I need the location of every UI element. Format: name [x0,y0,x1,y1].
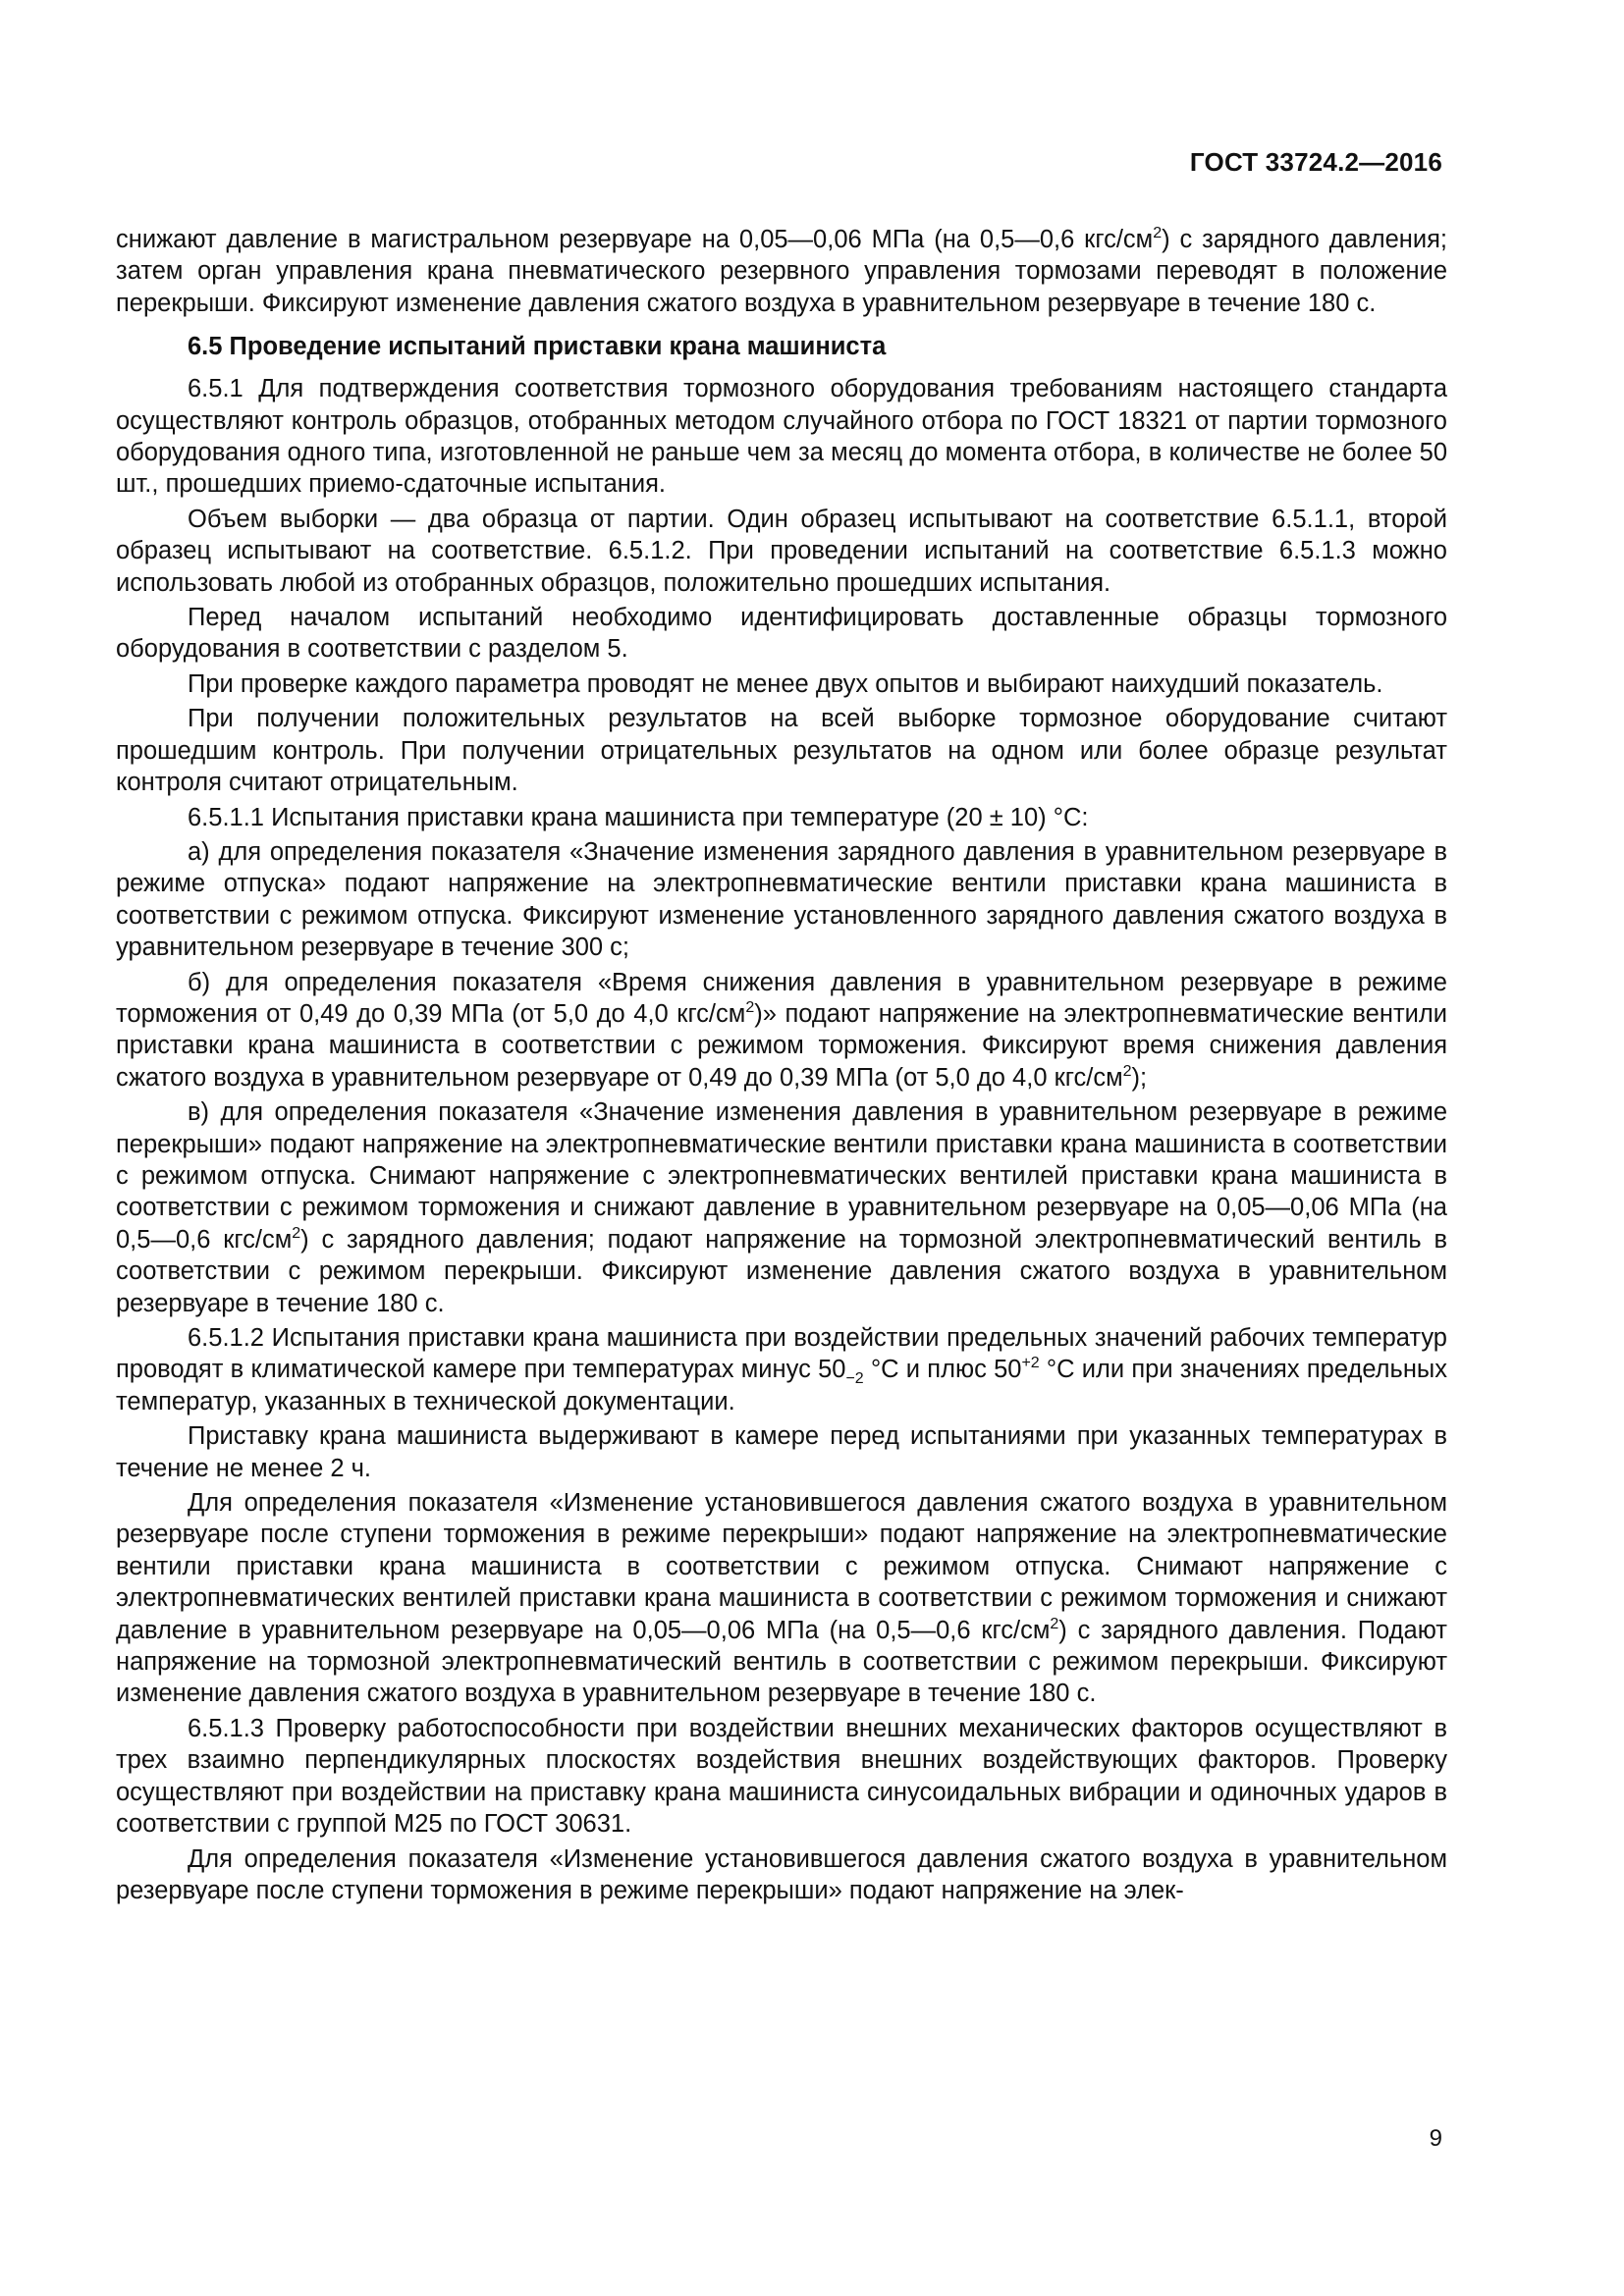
text-run: б) для определения показателя «Время снижения давления в уравнительном резервуаре в режиме торможения от 0,49 до 0,39 МПа (от 5,0 до 4,0 кгс/см [116,968,1447,1028]
text-run: в) для определения показателя «Значение изменения давления в уравнительном резервуаре в режиме перекрыши» подают напряжение на электропневматические вентили приставки крана машиниста в соответствии с режимом отпуска. Снимают напряжение с электропневматических вентилей приставки крана машиниста в соответствии с режимом торможения и снижают давление в уравнительном резервуаре на 0,05—0,06 МПа (на 0,5—0,6 кгс/см [116,1098,1447,1254]
paragraph-indicator-change [116,1487,1447,1710]
paragraph-6-5-1-3: 6.5.1.3 Проверку работоспособности при воздействии внешних механических факторов осуществляют в трех взаимно перпендикулярных плоскостях воздействия внешних воздействующих факторов. Проверку осуществляют при воздействии на приставку крана машиниста синусоидальных вибрации и одиночных ударов в соответствии с группой М25 по ГОСТ 30631. [116,1714,1447,1839]
paragraph-experiments: При проверке каждого параметра проводят не менее двух опытов и выбирают наихудший показатель. [188,669,1383,698]
paragraph-6-5-1-2 [116,1322,1447,1417]
paragraph-indicator-continued: Для определения показателя «Изменение установившегося давления сжатого воздуха в уравнительном резервуаре после ступени торможения в режиме перекрыши» подают напряжение на элек- [116,1844,1447,1904]
text-run: Для определения показателя «Изменение установившегося давления сжатого воздуха в уравнительном резервуаре после ступени торможения в режиме перекрыши» подают напряжение на электропневматические вентили приставки крана машиниста в соответствии с режимом отпуска. Снимают напряжение с электропневматических вентилей приставки крана машиниста в соответствии с режимом торможения и снижают давление в уравнительном резервуаре на 0,05—0,06 МПа (на 0,5—0,6 кгс/см [116,1489,1447,1644]
text-run: °С и плюс 50 [863,1356,1022,1384]
document-body [116,224,1447,1909]
section-heading-6-5: 6.5 Проведение испытаний приставки крана машиниста [188,333,887,361]
text-run: ); [1131,1063,1148,1092]
page-number: 9 [1429,2125,1442,2152]
paragraph-6-5-1-1: 6.5.1.1 Испытания приставки крана машиниста при температуре (20 ± 10) °С: [188,803,1089,831]
paragraph-results: При получении положительных результатов на всей выборке тормозное оборудование считают прошедшим контроль. При получении отрицательных результатов на одном или более образце результат контроля считают отрицательным. [116,705,1447,797]
paragraph-chamber-exposure: Приставку крана машиниста выдерживают в камере перед испытаниями при указанных температурах в течение не менее 2 ч. [116,1422,1447,1482]
paragraph-sample-size: Объем выборки — два образца от партии. Один образец испытывают на соответствие 6.5.1.1, второй образец испытывают на соответствие. 6.5.1.2. При проведении испытаний на соответствие 6.5.1.3 можно использовать любой из отобранных образцов, положительно прошедших испытания. [116,505,1447,597]
paragraph-item-v [116,1096,1447,1319]
superscript: 2 [1122,1062,1132,1080]
superscript: 2 [1050,1615,1059,1632]
superscript: 2 [745,998,755,1016]
subscript: −2 [845,1370,864,1388]
superscript: 2 [292,1224,301,1242]
text-run: ) с зарядного давления; затем орган управления крана пневматического резервного управления тормозами переводят в положение перекрыши. Фиксируют изменение давления сжатого воздуха в уравнительном резервуаре в течение 180 с. [116,226,1447,317]
paragraph-continuation [116,224,1447,319]
paragraph-identification: Перед началом испытаний необходимо идентифицировать доставленные образцы тормозного оборудования в соответствии с разделом 5. [116,604,1447,664]
text-run: °С или при значениях предельных температур, указанных в технической документации. [116,1356,1447,1415]
text-run: ) с зарядного давления; подают напряжение на тормозной электропневматический вентиль в соответствии с режимом перекрыши. Фиксируют изменение давления сжатого воздуха в уравнительном резервуаре в течение 180 с. [116,1225,1447,1317]
text-run: )» подают напряжение на электропневматические вентили приставки крана машиниста в соответствии с режимом торможения. Фиксируют время снижения давления сжатого воздуха в уравнительном резервуаре от 0,49 до 0,39 МПа (от 5,0 до 4,0 кгс/см [116,999,1447,1092]
superscript: 2 [1153,225,1163,241]
paragraph-item-a: а) для определения показателя «Значение изменения зарядного давления в уравнительном резервуаре в режиме отпуска» подают напряжение на электропневматические вентили приставки крана машиниста в соответствии с режимом отпуска. Фиксируют изменение установленного зарядного давления сжатого воздуха в уравнительном резервуаре в течение 300 с; [116,837,1447,962]
text-run: 6.5.1.2 Испытания приставки крана машиниста при воздействии предельных значений рабочих температур проводят в климатической камере при температурах минус 50 [116,1324,1447,1384]
text-run: ) с зарядного давления. Подают напряжение на тормозной электропневматический вентиль в соответствии с режимом перекрыши. Фиксируют изменение давления сжатого воздуха в уравнительном резервуаре в течение 180 с. [116,1616,1447,1708]
text-run: снижают давление в магистральном резервуаре на 0,05—0,06 МПа (на 0,5—0,6 кгс/см [116,226,1154,253]
paragraph-6-5-1: 6.5.1 Для подтверждения соответствия тормозного оборудования требованиям настоящего стандарта осуществляют контроль образцов, отобранных методом случайного отбора по ГОСТ 18321 от партии тормозного оборудования одного типа, изготовленной не раньше чем за месяц до момента отбора, в количестве не более 50 шт., прошедших приемо-сдаточные испытания. [116,375,1447,499]
paragraph-item-b [116,967,1447,1095]
superscript: +2 [1021,1355,1040,1372]
standard-id-header: ГОСТ 33724.2—2016 [1189,147,1442,177]
